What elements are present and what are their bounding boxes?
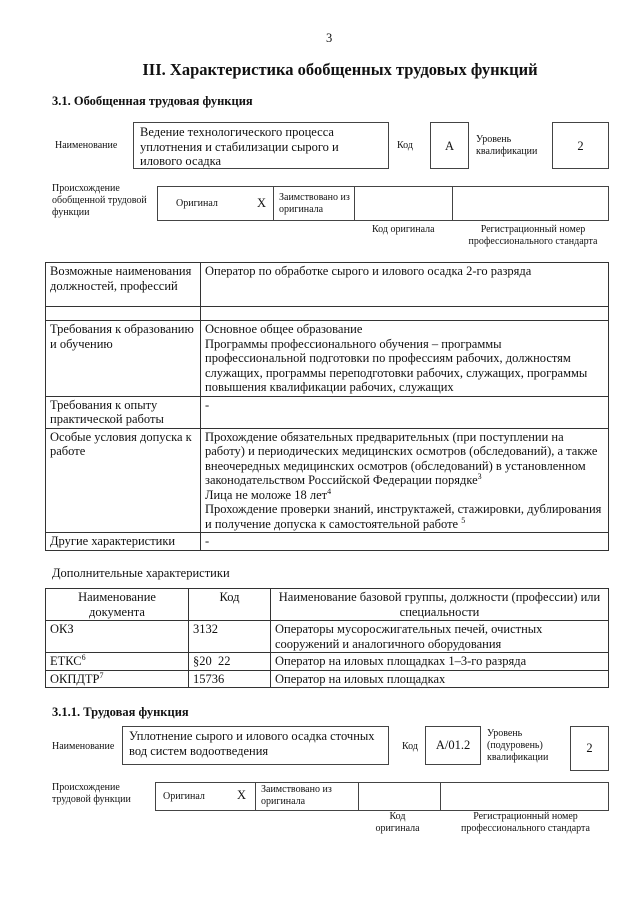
row-label: Требования к опыту практической работы <box>46 396 201 428</box>
row-value: Лица не моложе 18 лет <box>205 487 328 502</box>
page-number: 3 <box>326 31 333 45</box>
footnote: 7 <box>99 670 104 680</box>
tf-origin-label: Происхождение трудовой функции <box>52 782 131 805</box>
doc-cell: ОКПДТР <box>50 671 100 686</box>
table-row <box>46 533 609 551</box>
name-cell: Оператор на иловых площадках 1–3-го разряда <box>271 653 609 671</box>
name-cell: Оператор на иловых площадках <box>271 670 609 688</box>
tf-heading: 3.1.1. Трудовая функция <box>52 705 189 719</box>
tf-code-label: Код <box>402 741 418 752</box>
gtf-origin-row <box>157 186 609 221</box>
tf-name-label: Наименование <box>52 741 115 752</box>
gtf-original-mark: X <box>257 196 267 210</box>
row-value: Прохождение проверки знаний, инструктажей, стажировки, дублирования и получение допуска к самостоятельной работе <box>205 502 602 531</box>
tf-level-label: Уровень (подуровень) квалификации <box>487 728 549 763</box>
table-row <box>46 263 609 307</box>
tf-original-mark: X <box>237 788 247 802</box>
table-row <box>46 428 609 533</box>
gtf-original-label: Оригинал <box>176 198 218 209</box>
tf-original-label: Оригинал <box>163 791 205 802</box>
doc-cell: ОКЗ <box>50 622 74 636</box>
additional-table <box>45 588 609 688</box>
tf-reg-number-caption: Регистрационный номер профессионального стандарта <box>461 811 590 834</box>
table-row <box>46 653 609 671</box>
code-cell: §20 22 <box>189 653 271 671</box>
footnote: 5 <box>461 515 466 525</box>
gtf-orig-code-caption: Код оригинала <box>372 224 435 235</box>
table-header-row <box>46 589 609 621</box>
gtf-level-label: Уровень квалификации <box>476 134 538 157</box>
gtf-heading: 3.1. Обобщенная трудовая функция <box>52 94 253 108</box>
footnote: 6 <box>81 652 86 662</box>
section-title: III. Характеристика обобщенных трудовых функций <box>142 60 538 79</box>
table-row <box>46 621 609 653</box>
code-cell: 15736 <box>189 670 271 688</box>
tf-code-field: A/01.2 <box>425 726 481 765</box>
doc-cell: ЕТКС <box>50 654 82 668</box>
tf-origin-row <box>155 782 609 811</box>
row-value: Основное общее образование <box>205 322 363 336</box>
gtf-code-field: A <box>430 122 469 169</box>
tf-borrowed-label: Заимствовано из оригинала <box>261 784 332 807</box>
row-value: Оператор по обработке сырого и илового осадка 2-го разряда <box>201 263 609 307</box>
row-value: - <box>201 396 609 428</box>
gtf-reg-number-caption: Регистрационный номер профессионального стандарта <box>468 224 598 247</box>
column-header: Наименование документа <box>46 589 189 621</box>
table-row <box>46 670 609 688</box>
footnote: 3 <box>477 471 482 481</box>
gtf-borrowed-label: Заимствовано из оригинала <box>279 192 350 215</box>
footnote: 4 <box>327 486 332 496</box>
name-cell: Операторы мусоросжигательных печей, очистных сооружений и аналогичного оборудования <box>271 621 609 653</box>
tf-orig-code-caption: Код оригинала <box>375 811 420 834</box>
gtf-code-label: Код <box>397 140 413 151</box>
row-label: Другие характеристики <box>46 533 201 551</box>
row-value: - <box>201 533 609 551</box>
column-header: Наименование базовой группы, должности (профессии) или специальности <box>271 589 609 621</box>
tf-level-field: 2 <box>570 726 609 771</box>
gtf-main-table <box>45 262 609 551</box>
table-row <box>46 396 609 428</box>
row-label: Требования к образованию и обучению <box>46 321 201 397</box>
column-header: Код <box>189 589 271 621</box>
tf-name-field: Уплотнение сырого и илового осадка сточных вод систем водоотведения <box>122 726 389 765</box>
code-cell: 3132 <box>189 621 271 653</box>
row-value: Прохождение обязательных предварительных (при поступлении на работу) и периодических медицинских осмотров (обследований), а также внеочередных медицинских осмотров (обследований) в установленном законодательством Российской Федерации порядке <box>205 429 598 487</box>
gtf-name-field: Ведение технологического процесса уплотнения и стабилизации сырого и илового осадка <box>133 122 389 169</box>
gtf-origin-label: Происхождение обобщенной трудовой функции <box>52 183 147 218</box>
gtf-level-field: 2 <box>552 122 609 169</box>
row-label: Возможные наименования должностей, профессий <box>46 263 201 307</box>
row-value: Программы профессионального обучения – программы профессиональной подготовки по профессиям рабочих, должностям служащих, программы переподготовки рабочих, служащих, программы повышения квалификации рабочих, служащих <box>205 336 588 394</box>
additional-heading: Дополнительные характеристики <box>52 566 230 580</box>
table-row <box>46 321 609 397</box>
gtf-name-label: Наименование <box>55 140 118 151</box>
row-label: Особые условия допуска к работе <box>46 428 201 533</box>
